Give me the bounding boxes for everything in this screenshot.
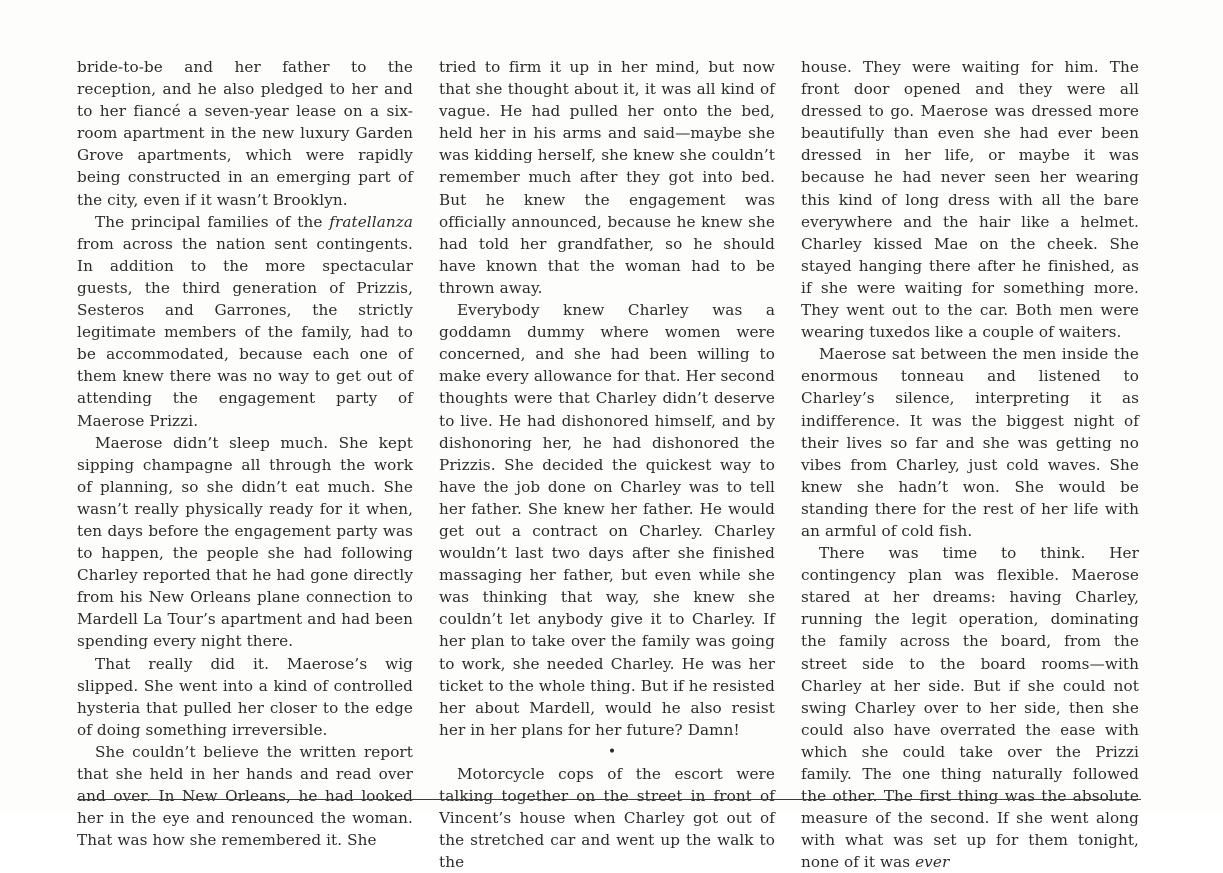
text-run: She couldn’t believe the written report that she held in her hands and read over and over. In New Orleans, he had looked her in the eye and renounced the woman. That was how she remembered it. She <box>77 742 413 850</box>
text-run: There was time to think. Her contingency plan was flexible. Maerose stared at her dreams: having Charley, running the legit operation, dominating the family across the board, from the street side to the board rooms—with Charley at her side. But if she could not swing Charley over to her side, then she could also have overrated the ease with which she could take over the Prizzi family. The one thing naturally followed the other. The first thing was the absolute measure of the second. If she went along with what was set up for them tonight, none of it was <box>801 544 1139 872</box>
paragraph <box>801 542 1139 873</box>
text-column-2 <box>439 56 775 873</box>
text-run: tried to firm it up in her mind, but now that she thought about it, it was all kind of vague. He had pulled her onto the bed, held her in his arms and said—maybe she was kidding herself, she knew she couldn’t remember much after they got into bed. But he knew the engagement was officially announced, because he knew she had told her grandfather, so he should have known that the woman had to be thrown away. <box>439 58 775 297</box>
text-run: The principal families of the <box>95 212 330 231</box>
text-run: house. They were waiting for him. The front door opened and they were all dressed to go. Maerose was dressed more beautifully than even she had ever been dressed in her life, or maybe it was because he had never seen her wearing this kind of long dress with all the bare everywhere and the hair like a helmet. Charley kissed Mae on the cheek. She stayed hanging there after he finished, as if she were waiting for something more. They went out to the car. Both men were wearing tuxedos like a couple of waiters. <box>801 58 1139 342</box>
text-column-1 <box>77 56 413 851</box>
text-run: bride-to-be and her father to the reception, and he also pledged to her and to her fiancé a seven-year lease on a six-room apartment in the new luxury Garden Grove apartments, which were rapidly being constructed in an emerging part of the city, even if it wasn’t Brooklyn. <box>77 58 413 209</box>
italic-text: fratellanza <box>329 212 413 231</box>
paragraph <box>439 763 775 873</box>
italic-text: ever <box>915 853 950 872</box>
paragraph <box>801 56 1139 343</box>
paragraph <box>439 299 775 741</box>
paragraph <box>77 741 413 851</box>
text-run: Maerose didn’t sleep much. She kept sipping champagne all through the work of planning, so she didn’t eat much. She wasn’t really physically ready for it when, ten days before the engagement party was to happen, the people she had following Charley reported that he had gone directly from his New Orleans plane connection to Mardell La Tour’s apartment and had been spending every night there. <box>77 433 413 651</box>
section-separator-bullet: • <box>607 743 617 760</box>
paragraph <box>439 56 775 299</box>
paragraph <box>77 211 413 432</box>
paragraph <box>801 343 1139 542</box>
text-run: That really did it. Maerose’s wig slipped. She went into a kind of controlled hysteria that pulled her closer to the edge of doing something irreversible. <box>77 654 413 739</box>
paragraph <box>77 653 413 741</box>
text-run: from across the nation sent contingents. In addition to the more spectacular guests, the third generation of Prizzis, Sesteros and Garrones, the strictly legitimate members of the family, had to be accommodated, because each one of them knew there was no way to get out of attending the engagement party of Maerose Prizzi. <box>77 234 413 430</box>
text-column-3 <box>801 56 1139 873</box>
text-run: Motorcycle cops of the escort were talking together on the street in front of Vincent’s house when Charley got out of the stretched car and went up the walk to the <box>439 764 775 872</box>
paragraph <box>77 56 413 211</box>
page-bottom-rule <box>77 799 1141 800</box>
text-run: Everybody knew Charley was a goddamn dummy where women were concerned, and she had been willing to make every allowance for that. Her second thoughts were that Charley didn’t deserve to live. He had dishonored himself, and by dishonoring her, he had dishonored the Prizzis. She decided the quickest way to have the job done on Charley was to tell her father. She knew her father. He would get out a contract on Charley. Charley wouldn’t last two days after she finished massaging her father, but even while she was thinking that way, she knew she couldn’t let anybody give it to Charley. If her plan to take over the family was going to work, she needed Charley. He was her ticket to the whole thing. But if he resisted her about Mardell, would he also resist her in her plans for her future? Damn! <box>439 301 775 739</box>
text-run: Maerose sat between the men inside the enormous tonneau and listened to Charley’s silence, interpreting it as indifference. It was the biggest night of their lives so far and she was getting no vibes from Charley, just cold waves. She knew she hadn’t won. She would be standing there for the rest of her life with an armful of cold fish. <box>801 345 1139 540</box>
paragraph <box>77 432 413 653</box>
